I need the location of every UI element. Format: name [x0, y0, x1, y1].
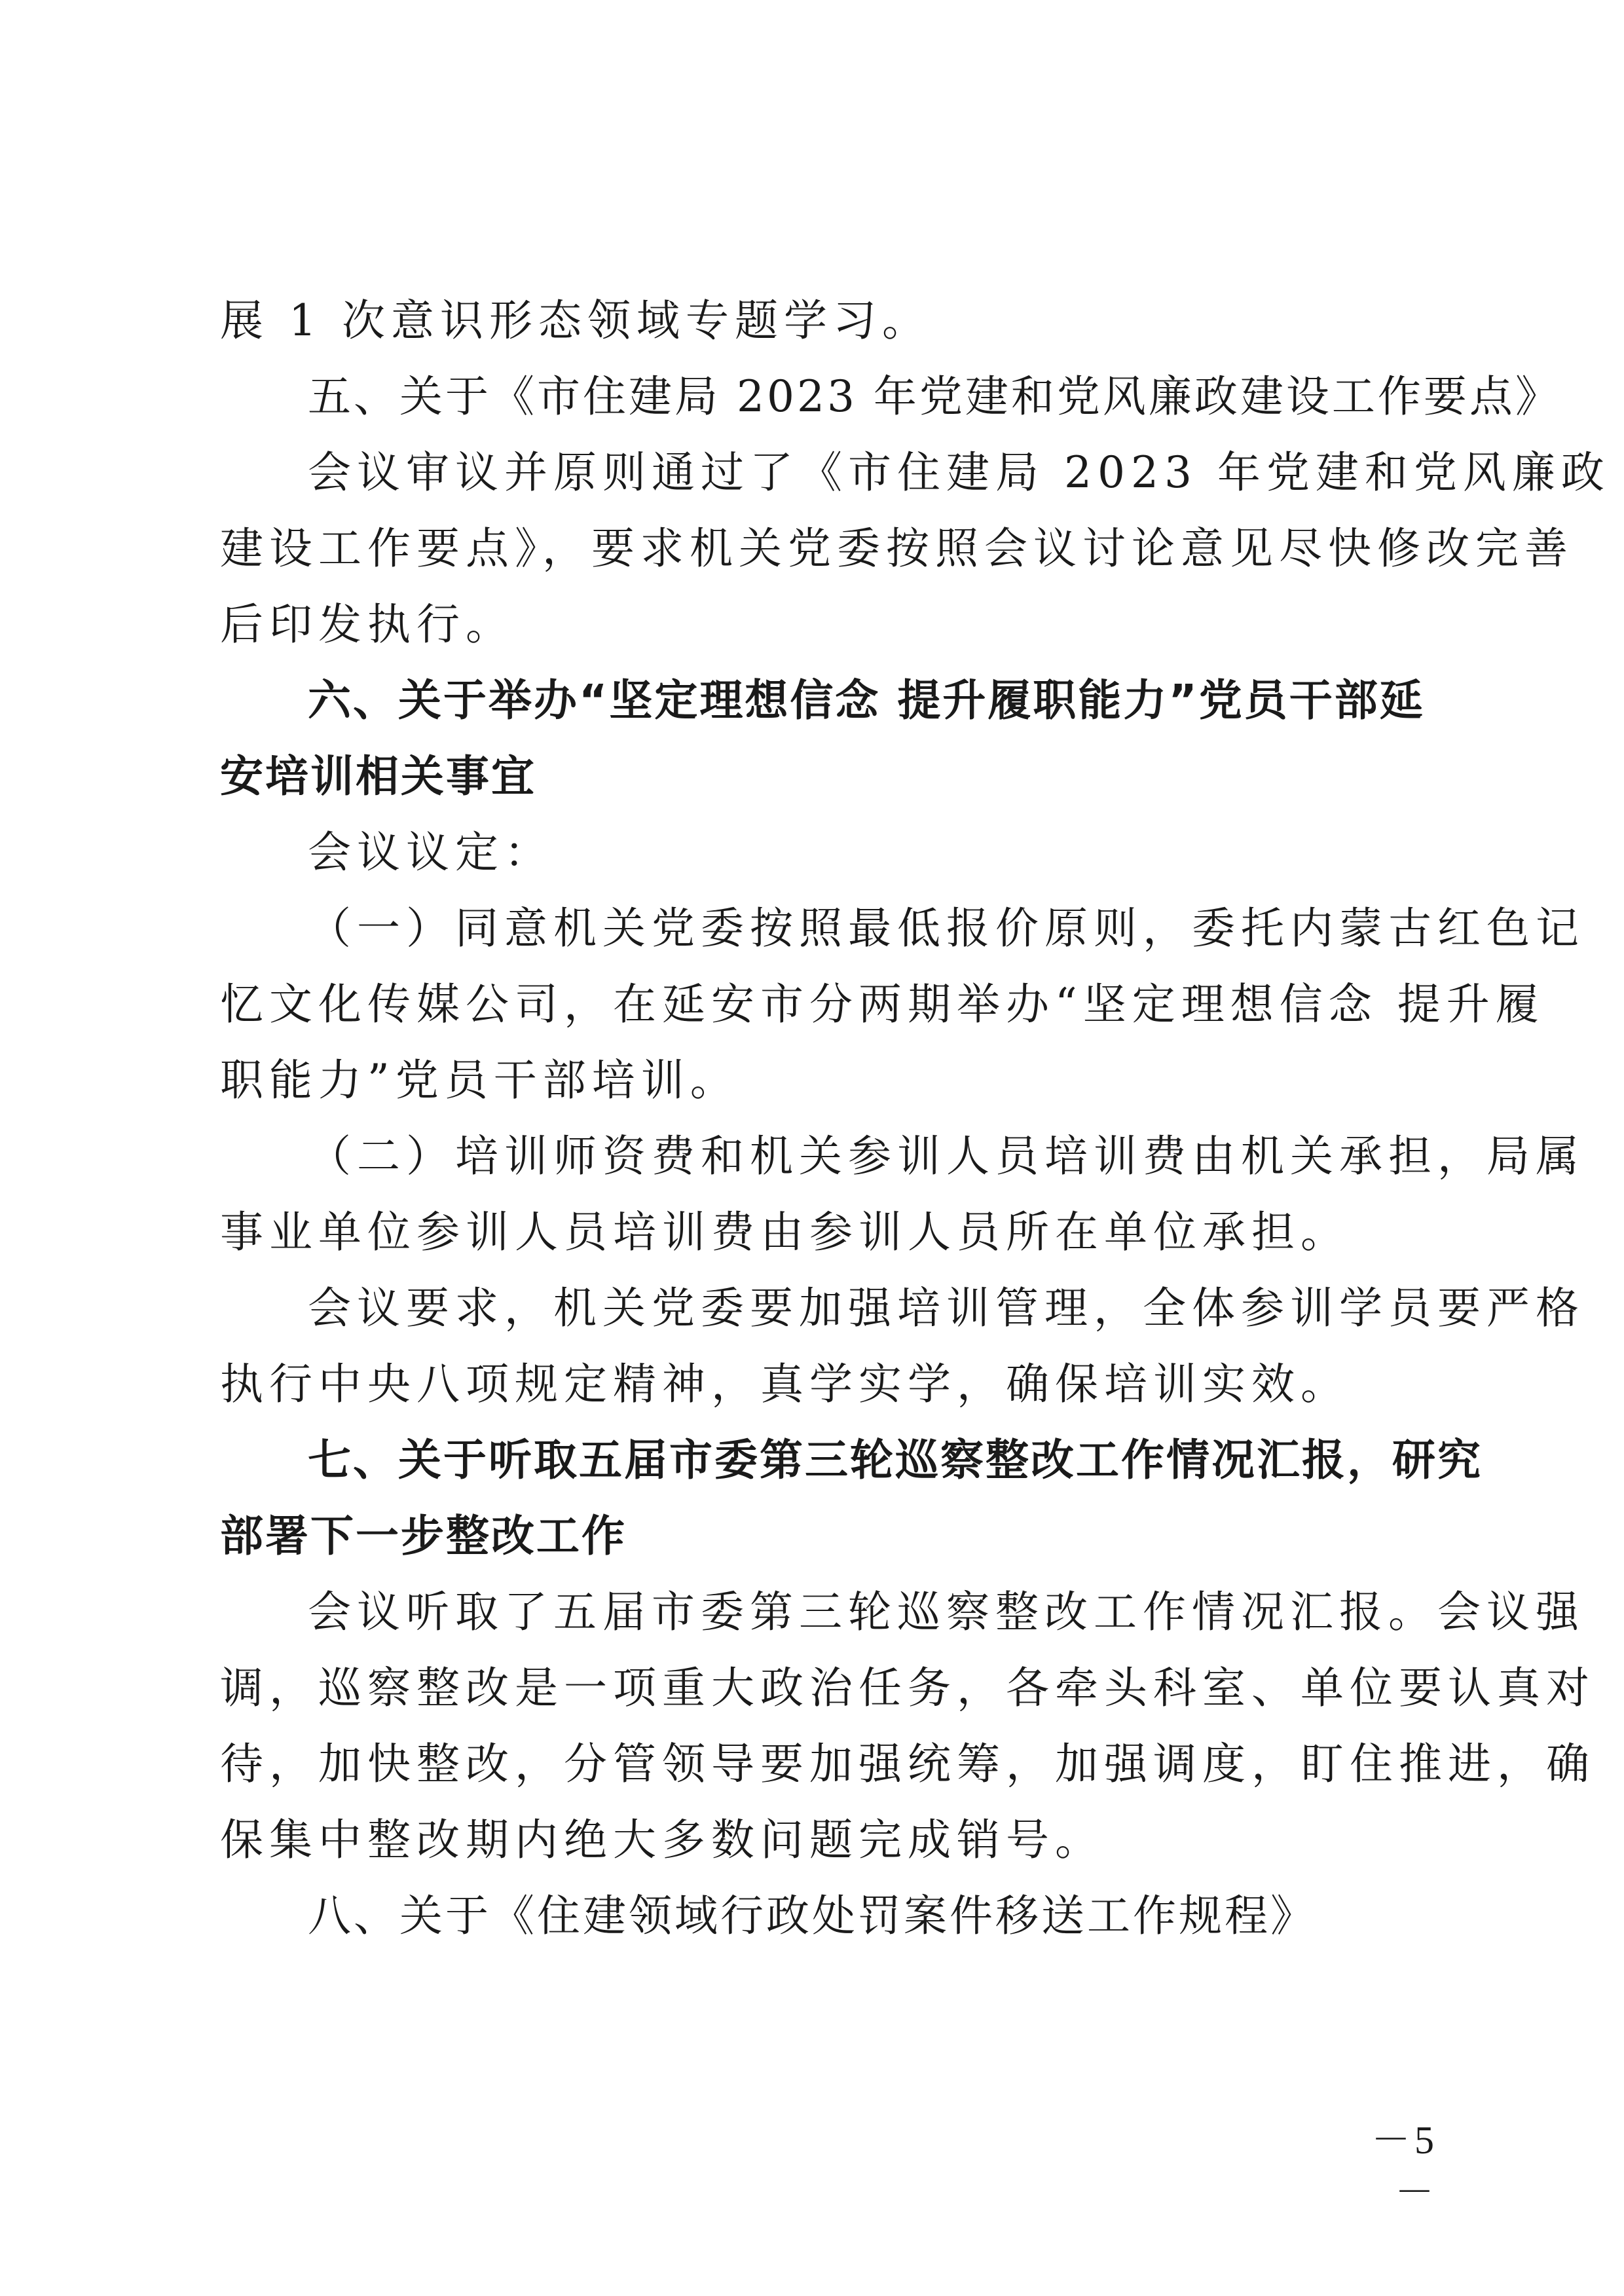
paragraph-line: 待，加快整改，分管领导要加强统筹，加强调度，盯住推进，确 — [220, 1739, 1595, 1789]
paragraph-line: 保集中整改期内绝大多数问题完成销号。 — [220, 1815, 1104, 1865]
section-heading-six: 六、关于举办“坚定理想信念 提升履职能力”党员干部延 — [308, 675, 1425, 726]
paragraph-line: （一）同意机关党委按照最低报价原则，委托内蒙古红色记 — [308, 903, 1585, 954]
section-heading-eight: 八、关于《住建领域行政处罚案件移送工作规程》 — [308, 1891, 1316, 1941]
paragraph-line: 调，巡察整改是一项重大政治任务，各牵头科室、单位要认真对 — [220, 1663, 1595, 1713]
paragraph-line: 建设工作要点》，要求机关党委按照会议讨论意见尽快修改完善 — [220, 523, 1574, 574]
paragraph-line: 事业单位参训人员培训费由参训人员所在单位承担。 — [220, 1207, 1350, 1257]
paragraph-line: 会议议定： — [308, 827, 553, 878]
page-number: －5－ — [1371, 2119, 1438, 2214]
paragraph-line: 展 1 次意识形态领域专题学习。 — [220, 295, 931, 346]
section-heading-six-cont: 安培训相关事宜 — [220, 751, 536, 802]
paragraph-line: 职能力”党员干部培训。 — [220, 1055, 739, 1105]
paragraph-line: （二）培训师资费和机关参训人员培训费由机关承担，局属 — [308, 1131, 1585, 1181]
paragraph-line: 会议听取了五届市委第三轮巡察整改工作情况汇报。会议强 — [308, 1587, 1585, 1637]
paragraph-line: 忆文化传媒公司，在延安市分两期举办“坚定理想信念 提升履 — [220, 979, 1545, 1029]
section-heading-five: 五、关于《市住建局 2023 年党建和党风廉政建设工作要点》 — [308, 371, 1561, 422]
paragraph-line: 会议要求，机关党委要加强培训管理，全体参训学员要严格 — [308, 1283, 1585, 1333]
paragraph-line: 执行中央八项规定精神，真学实学，确保培训实效。 — [220, 1359, 1350, 1409]
paragraph-line: 会议审议并原则通过了《市住建局 2023 年党建和党风廉政 — [308, 447, 1610, 498]
section-heading-seven: 七、关于听取五届市委第三轮巡察整改工作情况汇报，研究 — [308, 1435, 1483, 1485]
paragraph-line: 后印发执行。 — [220, 599, 515, 650]
section-heading-seven-cont: 部署下一步整改工作 — [220, 1511, 627, 1561]
